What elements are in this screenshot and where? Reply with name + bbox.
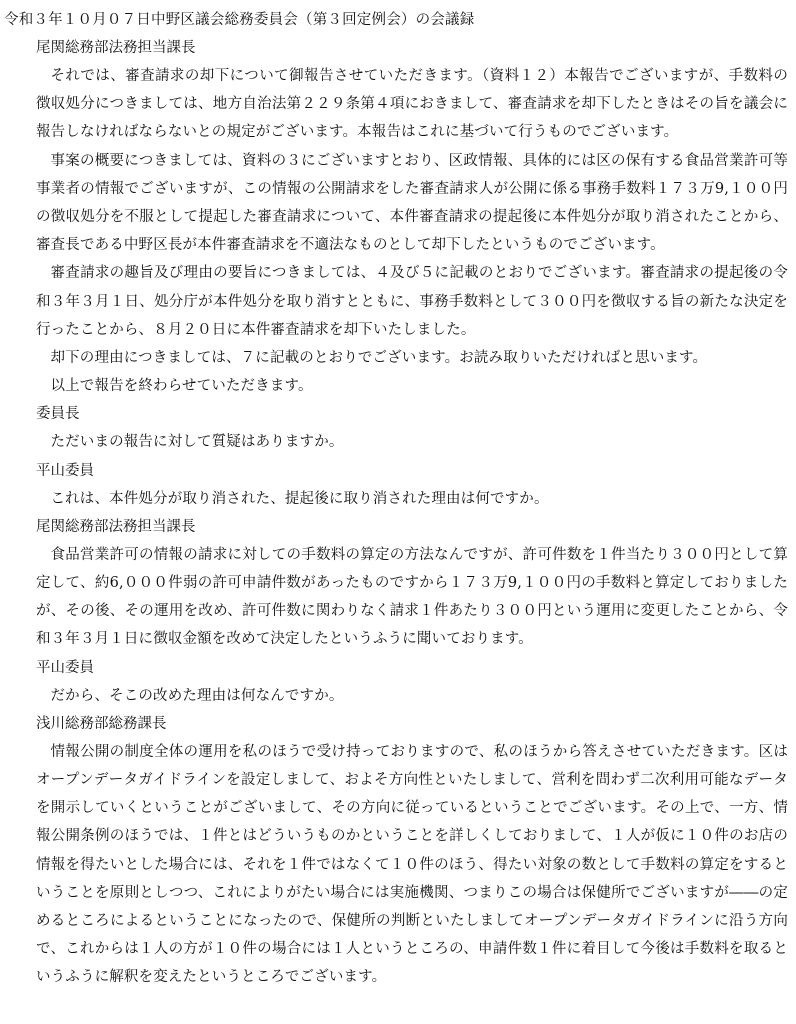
- statement-paragraph: だから、そこの改めた理由は何なんですか。: [50, 687, 344, 704]
- speaker-name: 平山委員: [36, 462, 94, 479]
- entry: [24, 400, 788, 456]
- statement-paragraph: 却下の理由につきましては、７に記載のとおりでございます。お読み取りいただければと思います。: [50, 350, 708, 367]
- speaker-name: 浅川総務部総務課長: [36, 715, 167, 732]
- statement-paragraph: これは、本件処分が取り消された、提起後に取り消された理由は何ですか。: [50, 490, 549, 507]
- entry: [24, 513, 788, 654]
- statement-paragraph: 事案の概要につきましては、資料の３にございますとおり、区政情報、具体的には区の保有する食品営業許可等事業者の情報でございますが、この情報の公開請求をした審査請求人が公開に係る事務手数料１７３万9,１００円の徴収処分を不服として提起した審査請求について、本件審査請求の提起後に本件処分が取り消されたことから、審査長である中野区長が本件審査請求を不適法なものとして却下したというものでございます。: [36, 152, 788, 254]
- statement-paragraph: 以上で報告を終わらせていただきます。: [50, 378, 313, 395]
- speaker-name: 平山委員: [36, 659, 94, 676]
- entry: [24, 710, 788, 992]
- entry: [24, 34, 788, 400]
- document-title: 令和３年１０月０７日中野区議会総務委員会（第３回定例会）の会議録: [4, 12, 475, 28]
- entry: [24, 654, 788, 710]
- statement-paragraph: 情報公開の制度全体の運用を私のほうで受け持っておりますので、私のほうから答えさせていただきます。区はオープンデータガイドラインを設定しまして、およそ方向性といたしまして、営利を問わず二次利用可能なデータを開示していくということがございまして、その方向に従っているということでございます。その上で、一方、情報公開条例のほうでは、１件とはどういうものかということを詳しくしておりまして、１人が仮に１０件のお店の情報を得たいとした場合には、それを１件ではなくて１０件のほう、得たい対象の数として手数料の算定をするということを原則としつつ、これによりがたい場合には実施機関、つまりこの場合は保健所でございますが――の定めるところによるということになったので、保健所の判断といたしましてオープンデータガイドラインに沿う方向で、これからは１人の方が１０件の場合には１人というところの、申請件数１件に着目して今後は手数料を取るというふうに解釈を変えたというところでございます。: [36, 743, 788, 986]
- statement-paragraph: 審査請求の趣旨及び理由の要旨につきましては、４及び５に記載のとおりでございます。審査請求の提起後の令和３年３月１日、処分庁が本件処分を取り消すとともに、事務手数料として３００円を徴収する旨の新たな決定を行ったことから、８月２０日に本件審査請求を却下いたしました。: [36, 265, 788, 338]
- speaker-name: 委員長: [36, 406, 80, 423]
- statement-paragraph: 食品営業許可の情報の請求に対しての手数料の算定の方法なんですが、許可件数を１件当たり３００円として算定して、約6,０００件弱の許可申請件数があったものですから１７３万9,１００円の手数料と算定しておりましたが、その後、その運用を改め、許可件数に関わりなく請求１件あたり３００円という運用に変更したことから、令和３年３月１日に徴収金額を改めて決定したというふうに聞いております。: [36, 546, 788, 648]
- speaker-name: 尾関総務部法務担当課長: [36, 518, 196, 535]
- entry: [24, 457, 788, 513]
- statement-paragraph: それでは、審査請求の却下について御報告させていただきます。（資料１２）本報告でございますが、手数料の徴収処分につきましては、地方自治法第２２９条第４項におきまして、審査請求を却下したときはその旨を議会に報告しなければならないとの規定がございます。本報告はこれに基づいて行うものでございます。: [36, 68, 788, 141]
- statement-paragraph: ただいまの報告に対して質疑はありますか。: [50, 434, 344, 451]
- speaker-name: 尾関総務部法務担当課長: [36, 40, 196, 56]
